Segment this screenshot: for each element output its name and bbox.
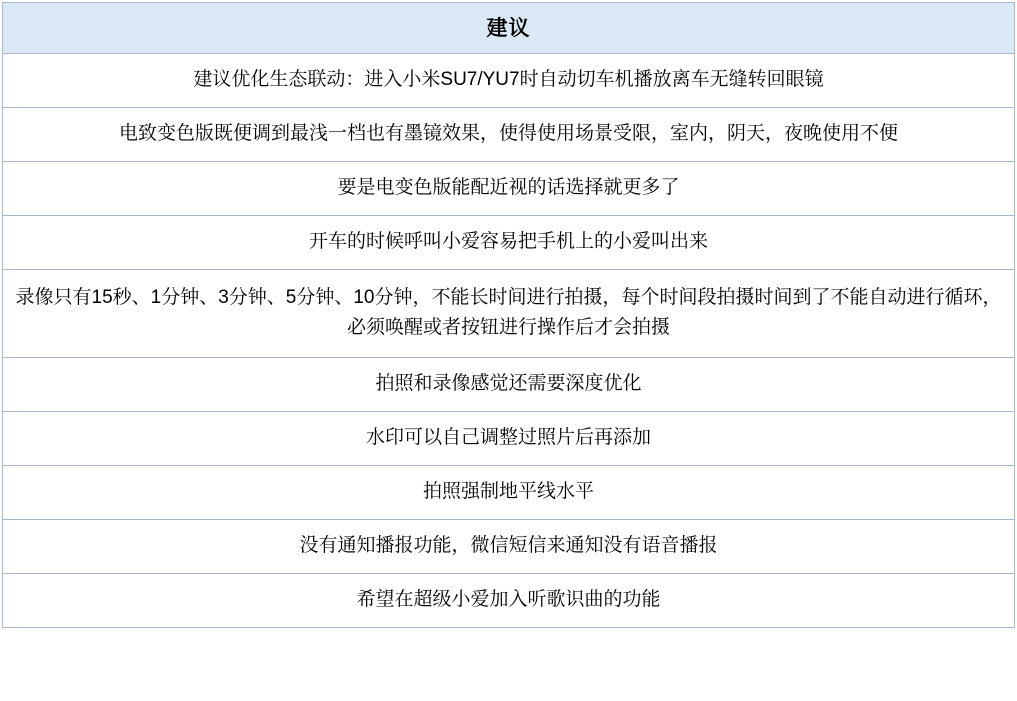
table-body (3, 54, 1015, 628)
suggestion-cell-6: 拍照和录像感觉还需要深度优化 (3, 358, 1015, 412)
suggestion-cell-3: 要是电变色版能配近视的话选择就更多了 (3, 162, 1015, 216)
suggestion-cell-4: 开车的时候呼叫小爱容易把手机上的小爱叫出来 (3, 216, 1015, 270)
suggestion-cell-7: 水印可以自己调整过照片后再添加 (3, 412, 1015, 466)
table-row[interactable] (3, 574, 1015, 628)
table-row[interactable] (3, 108, 1015, 162)
suggestion-cell-10: 希望在超级小爱加入听歌识曲的功能 (3, 574, 1015, 628)
table-row[interactable] (3, 216, 1015, 270)
spreadsheet-sheet (0, 2, 1017, 628)
suggestion-cell-9: 没有通知播报功能，微信短信来通知没有语音播报 (3, 520, 1015, 574)
table-row[interactable] (3, 358, 1015, 412)
table-row[interactable] (3, 520, 1015, 574)
column-header-suggestion: 建议 (3, 3, 1015, 54)
suggestion-cell-1: 建议优化生态联动：进入小米SU7/YU7时自动切车机播放离车无缝转回眼镜 (3, 54, 1015, 108)
table-header-row (3, 3, 1015, 54)
table-row[interactable] (3, 162, 1015, 216)
suggestion-table (2, 2, 1015, 628)
table-row[interactable] (3, 466, 1015, 520)
table-row[interactable] (3, 270, 1015, 358)
table-head (3, 3, 1015, 54)
suggestion-cell-2: 电致变色版既便调到最浅一档也有墨镜效果，使得使用场景受限，室内，阴天，夜晚使用不便 (3, 108, 1015, 162)
table-row[interactable] (3, 412, 1015, 466)
suggestion-cell-5: 录像只有15秒、1分钟、3分钟、5分钟、10分钟，不能长时间进行拍摄，每个时间段拍摄时间到了不能自动进行循环，必须唤醒或者按钮进行操作后才会拍摄 (3, 270, 1015, 358)
table-row[interactable] (3, 54, 1015, 108)
suggestion-cell-8: 拍照强制地平线水平 (3, 466, 1015, 520)
